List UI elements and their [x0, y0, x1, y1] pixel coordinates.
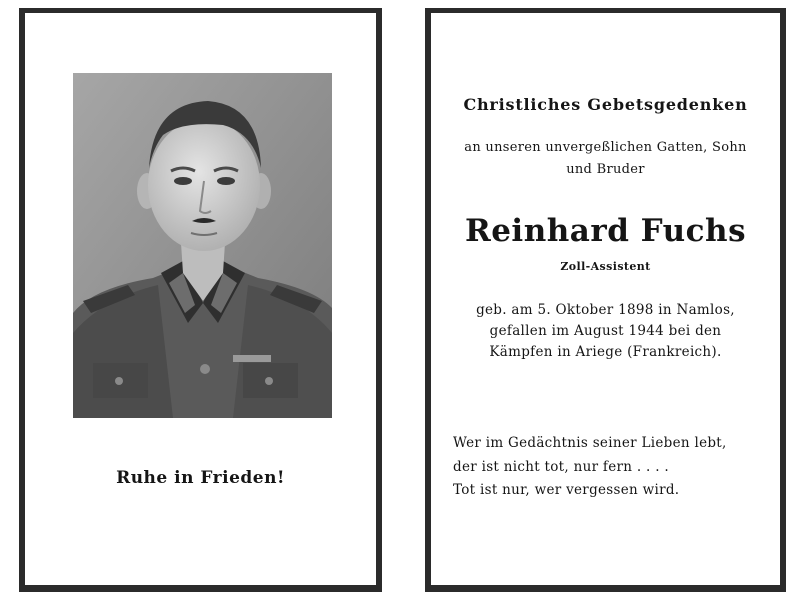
- verse-line: der ist nicht tot, nur fern . . . .: [453, 459, 669, 475]
- dedication-line: und Bruder: [566, 162, 645, 177]
- card-heading: Christliches Gebetsgedenken: [463, 95, 748, 114]
- closing-phrase: Ruhe in Frieden!: [116, 468, 285, 488]
- life-line: Kämpfen in Ariege (Frankreich).: [489, 344, 722, 360]
- verse-line: Tot ist nur, wer vergessen wird.: [453, 482, 680, 498]
- portrait-photo: [73, 73, 332, 418]
- deceased-title: Zoll-Assistent: [560, 260, 651, 273]
- verse-line: Wer im Gedächtnis seiner Lieben lebt,: [453, 435, 727, 451]
- memorial-card-right: [425, 8, 786, 592]
- deceased-name: Reinhard Fuchs: [464, 213, 747, 249]
- life-line: geb. am 5. Oktober 1898 in Namlos,: [476, 302, 735, 318]
- memorial-card-left: [19, 8, 382, 592]
- portrait-image: [73, 73, 332, 418]
- life-line: gefallen im August 1944 bei den: [489, 323, 722, 339]
- dedication-line: an unseren unvergeßlichen Gatten, Sohn: [464, 140, 747, 155]
